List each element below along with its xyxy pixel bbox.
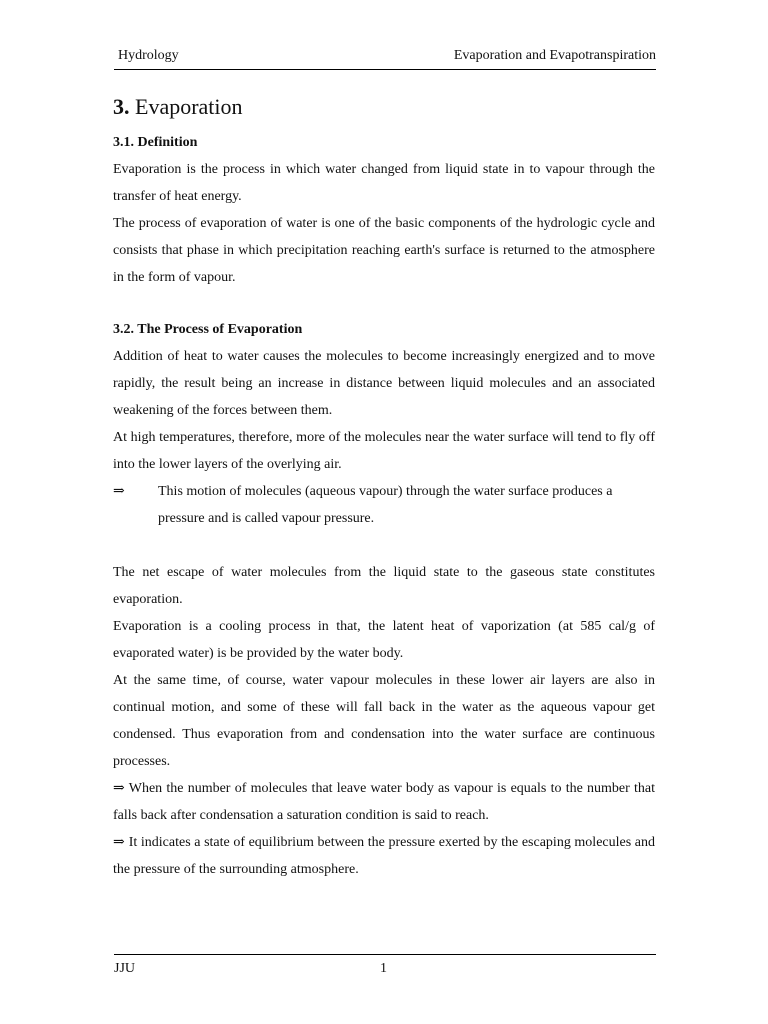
arrow-paragraph-text: It indicates a state of equilibrium between the pressure exerted by the escaping molecules and the pressure of the surrounding atmosphere. <box>113 835 655 877</box>
arrow-item-text: This motion of molecules (aqueous vapour) through the water surface produces a pressure and is called vapour pressure. <box>158 484 613 526</box>
paragraph: Evaporation is a cooling process in that, the latent heat of vaporization (at 585 cal/g of evaporated water) is be provided by the water body. <box>113 619 655 661</box>
paragraph: The process of evaporation of water is one of the basic components of the hydrologic cycle and consists that phase in which precipitation reaching earth's surface is returned to the atmosphere in the form of vapour. <box>113 216 655 285</box>
section-heading-process: 3.2. The Process of Evaporation <box>113 322 303 337</box>
paragraph: The net escape of water molecules from the liquid state to the gaseous state constitutes evaporation. <box>113 565 655 607</box>
page-header <box>114 47 656 70</box>
arrow-paragraph <box>113 775 655 829</box>
paragraph: Evaporation is the process in which water changed from liquid state in to vapour through the transfer of heat energy. <box>113 162 655 204</box>
page-content <box>113 92 655 883</box>
footer-institution: JJU <box>114 961 136 976</box>
spacer <box>113 532 655 559</box>
implies-arrow-icon: ⇒ <box>113 835 125 850</box>
paragraph: At high temperatures, therefore, more of the molecules near the water surface will tend to fly off into the lower layers of the overlying air. <box>113 430 655 472</box>
chapter-title-text: Evaporation <box>135 94 243 119</box>
implies-arrow-icon: ⇒ <box>113 484 125 499</box>
header-chapter-title: Evaporation and Evapotranspiration <box>453 48 656 63</box>
arrow-paragraph <box>113 829 655 883</box>
arrow-list-item <box>113 478 655 532</box>
page-footer <box>114 954 656 976</box>
paragraph: Addition of heat to water causes the molecules to become increasingly energized and to move rapidly, the result being an increase in distance between liquid molecules and an associated weakening of the forces between them. <box>113 349 655 418</box>
paragraph: At the same time, of course, water vapour molecules in these lower air layers are also in continual motion, and some of these will fall back in the water as the aqueous vapour get condensed. Thus evaporation from and condensation into the water surface are continuous processes. <box>113 673 655 769</box>
implies-arrow-icon: ⇒ <box>113 781 125 796</box>
chapter-number: 3. <box>113 94 130 119</box>
page-number: 1 <box>380 961 387 976</box>
chapter-title <box>113 92 655 122</box>
arrow-paragraph-text: When the number of molecules that leave water body as vapour is equals to the number that falls back after condensation a saturation condition is said to reach. <box>113 781 655 823</box>
header-course-title: Hydrology <box>118 48 179 63</box>
section-heading-definition: 3.1. Definition <box>113 135 198 150</box>
